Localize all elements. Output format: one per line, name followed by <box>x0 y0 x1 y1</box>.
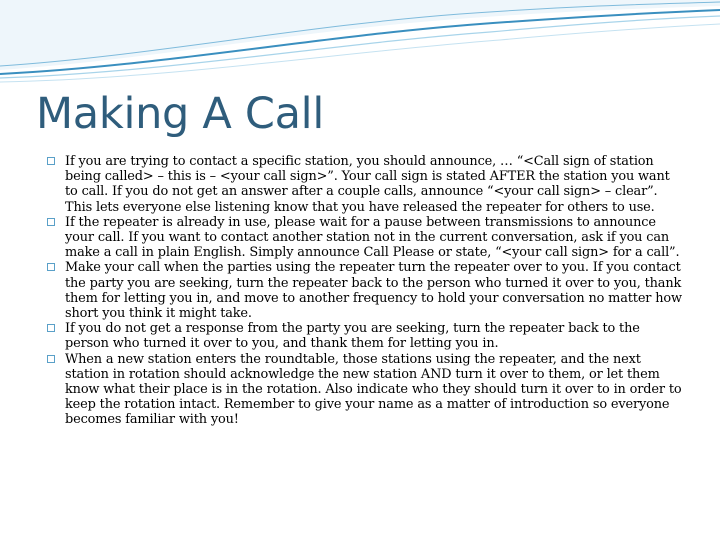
bullet-item <box>46 215 684 261</box>
bullet-item <box>46 321 684 351</box>
square-bullet-icon <box>47 263 55 271</box>
bullet-item <box>46 260 684 321</box>
slide-title: Making A Call <box>36 89 324 139</box>
bullet-text: When a new station enters the roundtable, those stations using the repeater, and the next station in rotation should acknowledge the new station AND turn it over to them, or let them know what their place is in the rotation. Also indicate who they should turn it over to in order to keep the rotation intact. Remember to give your name as a matter of introduction so everyone becomes familiar with you! <box>65 351 682 428</box>
square-bullet-icon <box>47 324 55 332</box>
decorative-swoosh <box>0 0 720 90</box>
square-bullet-icon <box>47 218 55 226</box>
bullet-item <box>46 154 684 215</box>
square-bullet-icon <box>47 355 55 363</box>
bullet-text: If you do not get a response from the party you are seeking, turn the repeater back to the person who turned it over to you, and thank them for letting you in. <box>65 321 640 352</box>
square-bullet-icon <box>47 157 55 165</box>
bullet-text: Make your call when the parties using the repeater turn the repeater over to you. If you contact the party you are seeking, turn the repeater back to the person who turned it over to you, thank them for letting you in, and move to another frequency to hold your conversation no matter how short you think it might take. <box>65 260 682 322</box>
bullet-item <box>46 352 684 428</box>
bullet-text: If the repeater is already in use, please wait for a pause between transmissions to announce your call. If you want to contact another station not in the current conversation, ask if you can make a call in plain English. Simply announce Call Please or state, “<your call sign> for a call”. <box>65 214 680 261</box>
bullet-list <box>46 154 684 428</box>
bullet-text: If you are trying to contact a specific station, you should announce, … “<Call sign of station being called> – this is – <your call sign>”. Your call sign is stated AFTER the station you want to call. If you do not get an answer after a couple calls, announce “<your call sign> – clear”. This lets everyone else listening know that you have released the repeater for others to use. <box>65 154 670 215</box>
